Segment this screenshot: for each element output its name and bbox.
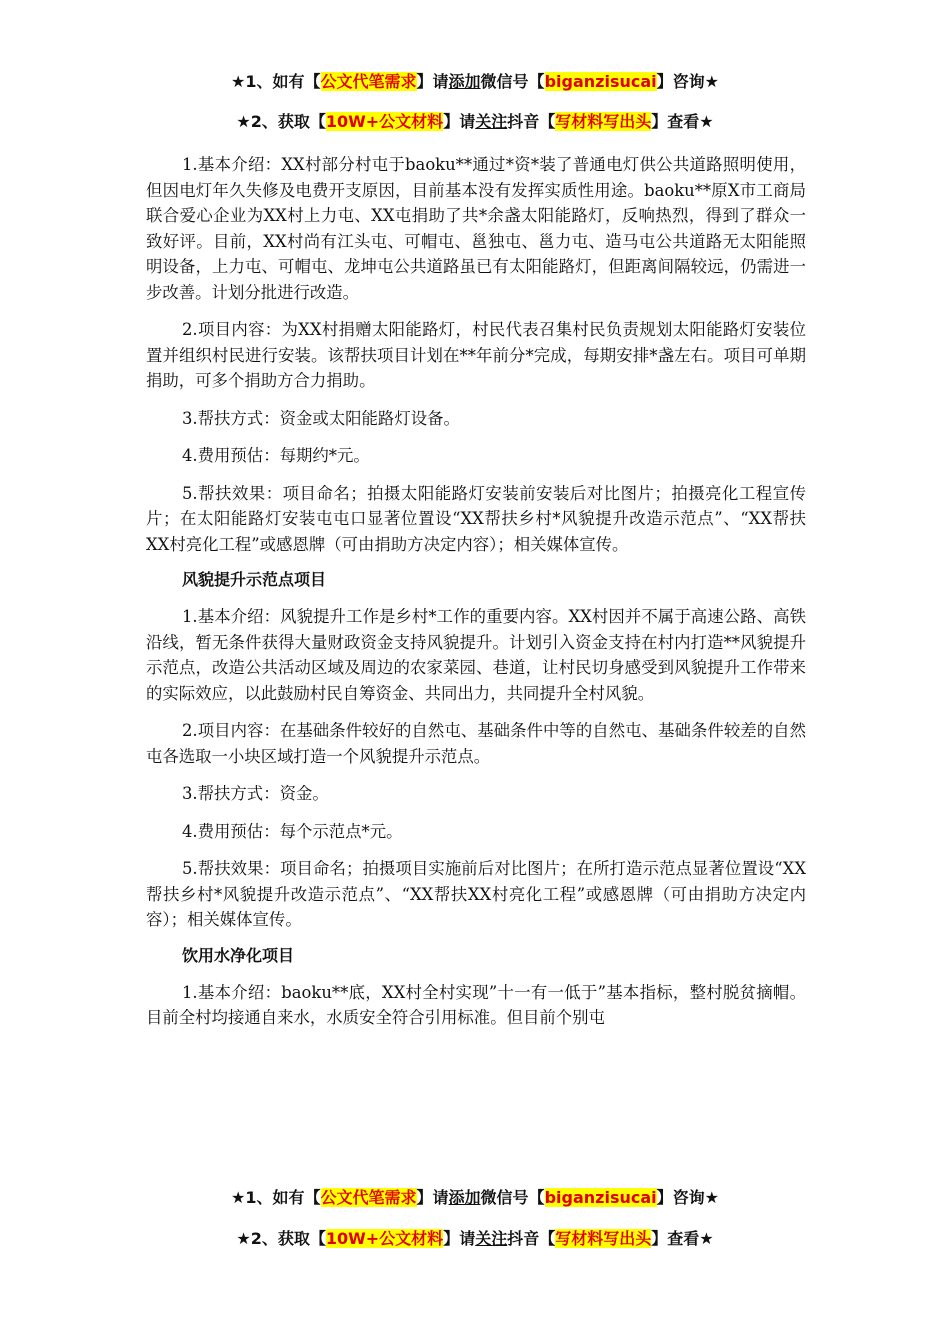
bottom-banner-line-1 xyxy=(0,1187,950,1209)
highlight-materials: 10W+公文材料 xyxy=(325,1229,444,1248)
banner-text: 】请 xyxy=(416,72,449,91)
section-heading-scenery: 风貌提升示范点项目 xyxy=(182,570,327,589)
paragraph-lighting-effect: 5.帮扶效果：项目命名；拍摄太阳能路灯安装前安装后对比图片；拍摄亮化工程宣传片；在太阳能路灯安装屯屯口显著位置设“XX帮扶乡村*风貌提升改造示范点”、“XX帮扶XX村亮化工程”或感恩牌（可由捐助方决定内容）；相关媒体宣传。 xyxy=(146,483,806,554)
underline-add: 添加 xyxy=(448,72,481,91)
underline-add: 添加 xyxy=(448,1188,481,1207)
highlight-ghostwriting: 公文代笔需求 xyxy=(320,72,417,91)
banner-text: 】请 xyxy=(443,1229,476,1248)
bottom-banner-line-2 xyxy=(0,1228,950,1250)
banner-text: 微信号【 xyxy=(480,72,545,91)
banner-text: ★2、获取【 xyxy=(236,1229,326,1248)
highlight-ghostwriting: 公文代笔需求 xyxy=(320,1188,417,1207)
paragraph-lighting-content: 2.项目内容：为XX村捐赠太阳能路灯，村民代表召集村民负责规划太阳能路灯安装位置并组织村民进行安装。该帮扶项目计划在**年前分*完成，每期安排*盏左右。项目可单期捐助，可多个捐助方合力捐助。 xyxy=(146,320,806,390)
banner-text: 微信号【 xyxy=(480,1188,545,1207)
highlight-wechat-id: biganzisucai xyxy=(544,1188,657,1207)
paragraph-lighting-method: 3.帮扶方式：资金或太阳能路灯设备。 xyxy=(182,408,460,428)
underline-follow: 关注 xyxy=(475,112,508,131)
top-banner-line-2 xyxy=(0,111,950,133)
paragraph-scenery-cost: 4.费用预估：每个示范点*元。 xyxy=(182,821,403,841)
top-banner-line-1 xyxy=(0,71,950,93)
paragraph-scenery-method: 3.帮扶方式：资金。 xyxy=(182,784,329,803)
highlight-douyin-id: 写材料写出头 xyxy=(555,1229,652,1248)
highlight-wechat-id: biganzisucai xyxy=(544,72,657,91)
highlight-douyin-id: 写材料写出头 xyxy=(555,112,652,131)
highlight-materials: 10W+公文材料 xyxy=(325,112,444,131)
banner-text: ★2、获取【 xyxy=(236,112,326,131)
paragraph-scenery-intro: 1.基本介绍：风貌提升工作是乡村*工作的重要内容。XX村因并不属于高速公路、高铁沿线，暂无条件获得大量财政资金支持风貌提升。计划引入资金支持在村内打造**风貌提升示范点，改造公共活动区域及周边的农家菜园、巷道，让村民切身感受到风貌提升工作带来的实际效应，以此鼓励村民自筹资金、共同出力，共同提升全村风貌。 xyxy=(146,607,806,703)
banner-text: 】查看★ xyxy=(651,1229,714,1248)
banner-text: 】查看★ xyxy=(651,112,714,131)
paragraph-scenery-content: 2.项目内容：在基础条件较好的自然屯、基础条件中等的自然屯、基础条件较差的自然屯各选取一小块区域打造一个风貌提升示范点。 xyxy=(146,721,806,766)
document-body xyxy=(146,152,806,1043)
section-heading-water: 饮用水净化项目 xyxy=(182,945,295,965)
paragraph-scenery-effect: 5.帮扶效果：项目命名；拍摄项目实施前后对比图片；在所打造示范点显著位置设“XX帮扶乡村*风貌提升改造示范点”、“XX帮扶XX村亮化工程”或感恩牌（可由捐助方决定内容）；相关媒体宣传。 xyxy=(146,859,806,929)
paragraph-lighting-cost: 4.费用预估：每期约*元。 xyxy=(182,446,370,465)
banner-text: ★1、如有【 xyxy=(231,1188,321,1207)
paragraph-lighting-intro: 1.基本介绍：XX村部分村屯于baoku**通过*资*装了普通电灯供公共道路照明使用，但因电灯年久失修及电费开支原因，目前基本没有发挥实质性用途。baoku**原X市工商局联合爱心企业为XX村上力屯、XX屯捐助了共*余盏太阳能路灯，反响热烈，得到了群众一致好评。目前，XX村尚有江头屯、可帽屯、邕独屯、邕力屯、造马屯公共道路无太阳能照明设备，上力屯、可帽屯、龙坤屯公共道路虽已有太阳能路灯，但距离间隔较远，仍需进一步改善。计划分批进行改造。 xyxy=(146,155,806,302)
banner-text: 】咨询★ xyxy=(656,1188,719,1207)
banner-text: 抖音【 xyxy=(507,112,556,131)
banner-text: 】咨询★ xyxy=(656,72,719,91)
paragraph-water-intro: 1.基本介绍：baoku**底，XX村全村实现”十一有一低于”基本指标，整村脱贫摘帽。目前全村均接通自来水，水质安全符合引用标准。但目前个别屯 xyxy=(146,982,806,1027)
banner-text: ★1、如有【 xyxy=(231,72,321,91)
banner-text: 】请 xyxy=(416,1188,449,1207)
banner-text: 】请 xyxy=(443,112,476,131)
underline-follow: 关注 xyxy=(475,1229,508,1248)
banner-text: 抖音【 xyxy=(507,1229,556,1248)
